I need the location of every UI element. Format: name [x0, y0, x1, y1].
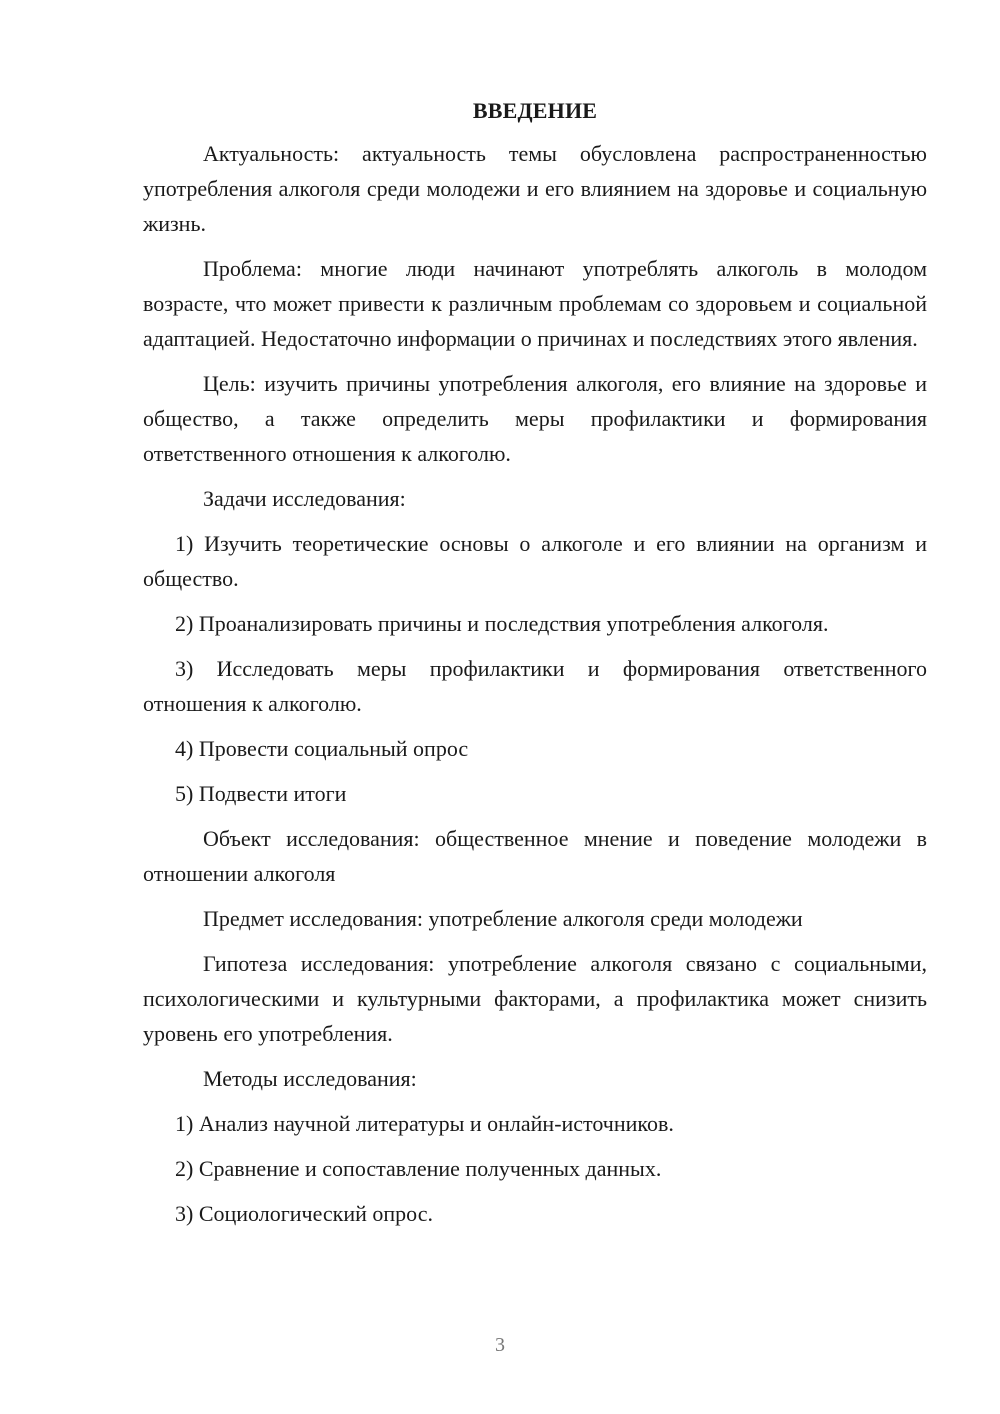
page-title: ВВЕДЕНИЕ — [472, 98, 598, 123]
method-item-1: 1) Анализ научной литературы и онлайн-источников. — [175, 1111, 674, 1136]
paragraph-relevance: Актуальность: актуальность темы обусловлена распространенностью употребления алкоголя среди молодежи и его влиянием на здоровье и социальную жизнь. — [143, 141, 927, 236]
paragraph-object: Объект исследования: общественное мнение и поведение молодежи в отношении алкоголя — [143, 826, 927, 886]
paragraph-tasks-heading: Задачи исследования: — [203, 486, 406, 511]
page-number: 3 — [495, 1334, 505, 1356]
task-item-1: 1) Изучить теоретические основы о алкоголе и его влиянии на организм и общество. — [143, 531, 927, 591]
page-content — [143, 96, 927, 1241]
task-item-3: 3) Исследовать меры профилактики и формирования ответственного отношения к алкоголю. — [143, 656, 927, 716]
paragraph-problem: Проблема: многие люди начинают употреблять алкоголь в молодом возрасте, что может привести к различным проблемам со здоровьем и социальной адаптацией. Недостаточно информации о причинах и последствиях этого явления. — [143, 256, 927, 351]
method-item-2: 2) Сравнение и сопоставление полученных данных. — [175, 1156, 662, 1181]
method-item-3: 3) Социологический опрос. — [175, 1201, 433, 1226]
paragraph-hypothesis: Гипотеза исследования: употребление алкоголя связано с социальными, психологическими и культурными факторами, а профилактика может снизить уровень его употребления. — [143, 951, 927, 1046]
paragraph-goal: Цель: изучить причины употребления алкоголя, его влияние на здоровье и общество, а также определить меры профилактики и формирования ответственного отношения к алкоголю. — [143, 371, 927, 466]
task-item-4: 4) Провести социальный опрос — [175, 736, 469, 761]
task-item-5: 5) Подвести итоги — [175, 781, 347, 806]
task-item-2: 2) Проанализировать причины и последствия употребления алкоголя. — [175, 611, 829, 636]
paragraph-methods-heading: Методы исследования: — [203, 1066, 417, 1091]
paragraph-subject: Предмет исследования: употребление алкоголя среди молодежи — [203, 906, 803, 931]
